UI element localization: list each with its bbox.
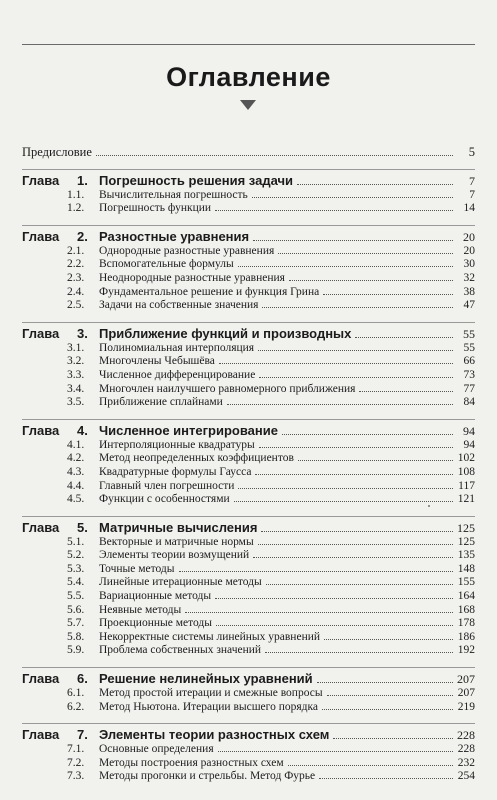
page-number: 20 [463, 244, 475, 257]
dot-leader [253, 557, 453, 558]
toc-entry-section[interactable] [22, 189, 475, 203]
toc-entry-section[interactable] [22, 396, 475, 410]
dot-leader [219, 363, 453, 364]
dot-leader [216, 625, 453, 626]
page-number: 207 [457, 672, 475, 687]
section-title: Квадратурные формулы Гаусса [99, 465, 252, 478]
page-number: 125 [457, 520, 475, 535]
dot-leader [215, 210, 453, 211]
page-number: 135 [457, 549, 475, 562]
page-number: 148 [457, 562, 475, 575]
section-title: Функции с особенностями [99, 493, 230, 506]
chapter-number: 2. [77, 228, 88, 244]
section-number: 5.3. [67, 562, 85, 575]
page-number: 30 [463, 258, 475, 271]
page-number: 77 [463, 382, 475, 395]
page-number: 14 [463, 202, 475, 215]
toc-entry-section[interactable] [22, 493, 475, 507]
dot-leader [317, 682, 453, 683]
section-number: 1.1. [67, 188, 85, 201]
section-title: Вычислительная погрешность [99, 188, 248, 201]
toc-entry-section[interactable] [22, 383, 475, 397]
section-title: Векторные и матричные нормы [99, 535, 254, 548]
page-number: 5 [468, 145, 475, 159]
dot-leader [297, 184, 453, 185]
section-number: 2.5. [67, 299, 85, 312]
toc-entry-chapter[interactable] [22, 326, 475, 342]
toc-entry-section[interactable] [22, 576, 475, 590]
toc-entry-section[interactable] [22, 631, 475, 645]
triangle-ornament-icon [240, 100, 256, 110]
section-number: 2.3. [67, 271, 85, 284]
section-title: Задачи на собственные значения [99, 299, 259, 312]
toc-entry-section[interactable] [22, 272, 475, 286]
section-number: 2.2. [67, 258, 85, 271]
section-title: Метод простой итерации и смежные вопросы [99, 687, 323, 700]
page-number: 66 [463, 355, 475, 368]
section-number: 7.2. [67, 756, 85, 769]
section-title: Точные методы [99, 562, 175, 575]
section-number: 5.7. [67, 617, 85, 630]
chapter-number: 6. [77, 671, 88, 687]
dot-leader [327, 695, 453, 696]
top-rule [22, 44, 475, 45]
section-title: Фундаментальное решение и функция Грина [99, 285, 320, 298]
toc-entry-section[interactable] [22, 563, 475, 577]
toc-entry-chapter[interactable] [22, 173, 475, 189]
section-title: Некорректные системы линейных уравнений [99, 630, 321, 643]
dot-leader [324, 639, 453, 640]
page-number: 32 [463, 271, 475, 284]
dot-leader [234, 501, 453, 502]
toc-entry-chapter[interactable] [22, 671, 475, 687]
section-title: Погрешность функции [99, 202, 212, 215]
section-number: 5.6. [67, 603, 85, 616]
page-number: 102 [457, 452, 475, 465]
section-number: 7.3. [67, 770, 85, 783]
page-number: 7 [469, 173, 475, 188]
section-title: Полиномиальная интерполяция [99, 341, 255, 354]
page-number: 108 [457, 465, 475, 478]
section-title: Методы построения разностных схем [99, 756, 284, 769]
chapter-number: 1. [77, 172, 88, 188]
toc-entry-section[interactable] [22, 355, 475, 369]
dot-leader [265, 652, 453, 653]
dot-leader [259, 447, 453, 448]
chapter-word: Глава [22, 519, 60, 535]
dot-leader [333, 738, 453, 739]
chapter-number: 3. [77, 325, 88, 341]
page-number: 94 [463, 438, 475, 451]
chapter-word: Глава [22, 228, 60, 244]
page-number: 55 [463, 326, 475, 341]
dot-leader [289, 280, 453, 281]
section-title: Методы прогонки и стрельбы. Метод Фурье [99, 770, 316, 783]
section-title: Проблема собственных значений [99, 644, 262, 657]
dot-leader [298, 460, 453, 461]
chapter-number: 7. [77, 727, 88, 743]
section-title: Вспомогательные формулы [99, 258, 234, 271]
dot-leader [238, 266, 453, 267]
page-number: 20 [463, 229, 475, 244]
toc-entry-section[interactable] [22, 286, 475, 300]
section-title: Метод Ньютона. Итерации высшего порядка [99, 700, 319, 713]
dot-leader [262, 307, 453, 308]
chapter-block [22, 419, 475, 507]
toc-entry-section[interactable] [22, 757, 475, 771]
dot-leader [258, 544, 453, 545]
page-number: 121 [457, 493, 475, 506]
toc-entry-section[interactable] [22, 701, 475, 715]
toc-entry-section[interactable] [22, 245, 475, 259]
chapter-block [22, 225, 475, 313]
section-number: 3.3. [67, 368, 85, 381]
dot-leader [255, 474, 453, 475]
section-number: 6.2. [67, 700, 85, 713]
toc-entry-section[interactable] [22, 258, 475, 272]
section-title: Неявные методы [99, 603, 182, 616]
section-title: Элементы теории возмущений [99, 549, 250, 562]
dot-leader [252, 197, 453, 198]
dot-leader [278, 253, 453, 254]
page-number: 164 [457, 590, 475, 603]
section-number: 4.4. [67, 479, 85, 492]
toc-entry-section[interactable] [22, 480, 475, 494]
dot-leader [227, 404, 453, 405]
dot-leader [238, 488, 453, 489]
section-title: Главный член погрешности [99, 479, 235, 492]
page-number: 219 [457, 700, 475, 713]
section-number: 2.1. [67, 244, 85, 257]
toc-entry-section[interactable] [22, 299, 475, 313]
section-number: 5.9. [67, 644, 85, 657]
section-title: Проекционные методы [99, 617, 212, 630]
dot-leader [266, 584, 453, 585]
preface-block [22, 146, 475, 160]
chapter-block [22, 516, 475, 658]
toc-entry-chapter[interactable] [22, 229, 475, 245]
page-number: 192 [457, 644, 475, 657]
toc-entry-section[interactable] [22, 452, 475, 466]
dot-leader [359, 391, 453, 392]
section-number: 3.1. [67, 341, 85, 354]
section-number: 6.1. [67, 687, 85, 700]
section-number: 7.1. [67, 743, 85, 756]
toc-entry-preface[interactable] [22, 146, 475, 160]
table-of-contents [22, 146, 475, 784]
section-number: 5.8. [67, 630, 85, 643]
toc-entry-section[interactable] [22, 687, 475, 701]
section-title: Однородные разностные уравнения [99, 244, 275, 257]
dot-leader [282, 434, 453, 435]
toc-entry-chapter[interactable] [22, 727, 475, 743]
preface-label: Предисловие [22, 145, 92, 159]
dot-leader [288, 765, 453, 766]
dot-leader [253, 240, 453, 241]
page-number: 155 [457, 576, 475, 589]
chapter-block [22, 723, 475, 784]
dot-leader [355, 337, 453, 338]
section-number: 1.2. [67, 202, 85, 215]
chapter-number: 4. [77, 422, 88, 438]
chapter-word: Глава [22, 422, 60, 438]
section-number: 3.4. [67, 382, 85, 395]
chapter-title: Погрешность решения задачи [99, 172, 294, 188]
section-title: Численное дифференцирование [99, 368, 256, 381]
dot-leader [323, 294, 453, 295]
page-number: 117 [458, 479, 475, 492]
toc-entry-section[interactable] [22, 644, 475, 658]
toc-entry-section[interactable] [22, 536, 475, 550]
chapter-word: Глава [22, 325, 60, 341]
chapter-title: Численное интегрирование [99, 422, 278, 438]
page-number: 228 [457, 743, 475, 756]
toc-entry-chapter[interactable] [22, 423, 475, 439]
chapter-number: 5. [77, 519, 88, 535]
chapter-title: Решение нелинейных уравнений [99, 671, 313, 687]
section-title: Неоднородные разностные уравнения [99, 271, 285, 284]
page-number: 47 [463, 299, 475, 312]
dot-leader [96, 155, 453, 156]
section-number: 4.3. [67, 465, 85, 478]
page-number: 7 [469, 188, 475, 201]
toc-entry-section[interactable] [22, 617, 475, 631]
chapter-word: Глава [22, 172, 60, 188]
section-number: 5.1. [67, 535, 85, 548]
dot-leader [259, 377, 453, 378]
page-number: 186 [457, 630, 475, 643]
page-number: 178 [457, 617, 475, 630]
dot-leader [261, 531, 453, 532]
section-number: 5.5. [67, 590, 85, 603]
chapter-word: Глава [22, 727, 60, 743]
chapter-title: Матричные вычисления [99, 519, 258, 535]
section-title: Интерполяционные квадратуры [99, 438, 255, 451]
toc-entry-section[interactable] [22, 202, 475, 216]
page-number: 228 [457, 728, 475, 743]
section-title: Приближение сплайнами [99, 396, 223, 409]
chapter-title: Приближение функций и производных [99, 325, 352, 341]
page-title: Оглавление [166, 62, 331, 92]
section-number: 2.4. [67, 285, 85, 298]
page-number: 232 [457, 756, 475, 769]
page-number: 207 [457, 687, 475, 700]
toc-entry-section[interactable] [22, 549, 475, 563]
section-number: 5.4. [67, 576, 85, 589]
dot-leader [319, 778, 453, 779]
chapter-block [22, 169, 475, 216]
dot-leader [258, 350, 453, 351]
dot-leader [185, 612, 453, 613]
section-number: 4.1. [67, 438, 85, 451]
section-number: 5.2. [67, 549, 85, 562]
chapter-title: Элементы теории разностных схем [99, 727, 330, 743]
section-title: Основные определения [99, 743, 214, 756]
toc-entry-section[interactable] [22, 439, 475, 453]
chapter-word: Глава [22, 671, 60, 687]
dot-leader [322, 709, 453, 710]
chapter-block [22, 322, 475, 410]
section-title: Многочлен наилучшего равномерного приближения [99, 382, 356, 395]
page-number: 73 [463, 368, 475, 381]
page-number: 38 [463, 285, 475, 298]
toc-entry-section[interactable] [22, 604, 475, 618]
page-number: 84 [463, 396, 475, 409]
dot-leader [179, 571, 453, 572]
toc-entry-chapter[interactable] [22, 520, 475, 536]
section-number: 4.2. [67, 452, 85, 465]
chapter-title: Разностные уравнения [99, 228, 250, 244]
toc-entry-section[interactable] [22, 466, 475, 480]
section-title: Вариационные методы [99, 590, 212, 603]
toc-entry-section[interactable] [22, 342, 475, 356]
chapter-block [22, 667, 475, 714]
toc-entry-section[interactable] [22, 590, 475, 604]
page-number: 168 [457, 603, 475, 616]
page-number: 55 [463, 341, 475, 354]
section-number: 4.5. [67, 493, 85, 506]
section-title: Многочлены Чебышёва [99, 355, 215, 368]
toc-entry-section[interactable] [22, 743, 475, 757]
toc-entry-section[interactable] [22, 369, 475, 383]
section-number: 3.5. [67, 396, 85, 409]
dot-leader [218, 751, 453, 752]
section-number: 3.2. [67, 355, 85, 368]
dot-leader [215, 598, 453, 599]
section-title: Метод неопределенных коэффициентов [99, 452, 294, 465]
page-number: 125 [457, 535, 475, 548]
toc-entry-section[interactable] [22, 770, 475, 784]
page-number: 94 [463, 423, 475, 438]
section-title: Линейные итерационные методы [99, 576, 262, 589]
page-number: 254 [457, 770, 475, 783]
